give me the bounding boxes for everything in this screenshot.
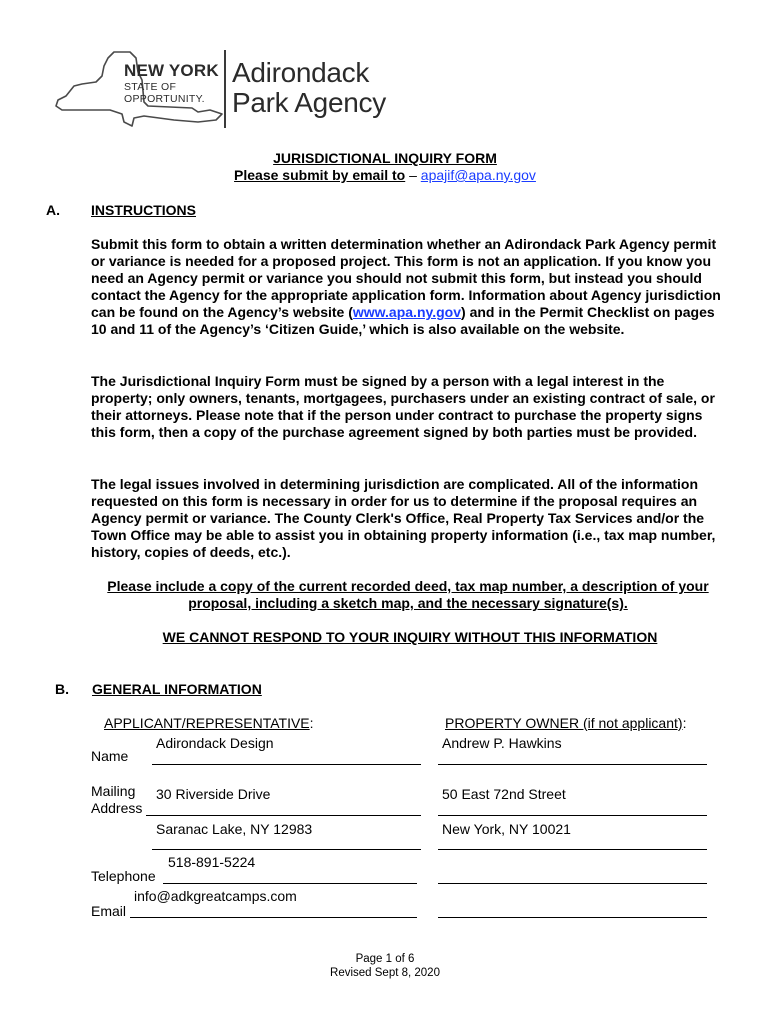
- applicant-address2-field[interactable]: [152, 849, 421, 850]
- page-number: Page 1 of 6: [355, 953, 415, 965]
- owner-address2-value: New York, NY 10021: [442, 821, 571, 837]
- applicant-email-field[interactable]: [130, 917, 417, 918]
- owner-column-heading: [445, 715, 686, 731]
- revision-date: Revised Sept 8, 2020: [330, 967, 440, 979]
- state-line2: STATE OF: [124, 81, 177, 93]
- page-footer: [0, 952, 770, 980]
- applicant-telephone-field[interactable]: [163, 883, 417, 884]
- email-label: Email: [91, 903, 127, 919]
- section-b-heading: GENERAL INFORMATION: [92, 681, 262, 697]
- logo-divider: [224, 50, 226, 128]
- owner-name-value: Andrew P. Hawkins: [442, 735, 562, 751]
- applicant-email-value: info@adkgreatcamps.com: [134, 888, 297, 904]
- state-line3: OPPORTUNITY.: [124, 92, 205, 105]
- form-title: JURISDICTIONAL INQUIRY FORM: [273, 150, 497, 166]
- agency-wordmark: [232, 58, 386, 118]
- applicant-address2-value: Saranac Lake, NY 12983: [156, 821, 313, 837]
- ny-state-wordmark: [124, 62, 219, 104]
- applicant-telephone-value: 518-891-5224: [168, 854, 256, 870]
- state-line1: NEW YORK: [124, 61, 219, 80]
- owner-email-field[interactable]: [438, 917, 707, 918]
- applicant-heading-text: APPLICANT/REPRESENTATIVE: [104, 715, 310, 731]
- owner-address1-value: 50 East 72nd Street: [442, 786, 566, 802]
- required-info-warning: WE CANNOT RESPOND TO YOUR INQUIRY WITHOUT THIS INFORMATION: [162, 629, 658, 645]
- section-b-letter: B.: [55, 681, 69, 697]
- section-a-heading: INSTRUCTIONS: [91, 202, 196, 218]
- mailing-label: Mailing: [91, 783, 136, 799]
- instructions-paragraph-2: The Jurisdictional Inquiry Form must be signed by a person with a legal interest in the property; only owners, tenants, mortgagees, purchasers under an existing contract of sale, or their attorneys. Please note that if the person under contract to purchase the property signs this form, then a copy of the purchase agreement signed by both parties must be provided.: [91, 373, 715, 440]
- owner-heading-colon: :: [682, 715, 687, 731]
- submit-email-link[interactable]: apajif@apa.ny.gov: [420, 167, 536, 183]
- website-link[interactable]: www.apa.ny.gov: [352, 304, 462, 320]
- submit-dash: –: [405, 167, 421, 183]
- applicant-address1-field[interactable]: [146, 815, 421, 816]
- owner-address2-field[interactable]: [438, 849, 707, 850]
- applicant-heading-colon: :: [309, 715, 314, 731]
- owner-telephone-field[interactable]: [438, 883, 707, 884]
- owner-heading-text: PROPERTY OWNER (if not applicant): [445, 715, 683, 731]
- attachments-notice: Please include a copy of the current recorded deed, tax map number, a description of your proposal, including a sketch map, and the necessary signature(s).: [107, 578, 709, 611]
- address-label: Address: [91, 800, 143, 816]
- telephone-label: Telephone: [91, 868, 156, 884]
- applicant-name-field[interactable]: [152, 764, 421, 765]
- applicant-address1-value: 30 Riverside Drive: [156, 786, 271, 802]
- instructions-paragraph-1: [91, 236, 727, 338]
- submit-label: Please submit by email to: [234, 167, 406, 183]
- para1-end: ) and in the Permit Checklist on pages 10 and 11 of the Agency’s ‘Citizen Guide,’ which is also available on the website.: [91, 304, 715, 337]
- name-label: Name: [91, 748, 129, 764]
- applicant-name-value: Adirondack Design: [156, 735, 274, 751]
- owner-address1-field[interactable]: [438, 815, 707, 816]
- para1-start: Submit this form to obtain a written determination whether an Adirondack Park Agency permit or variance is needed for a proposed project. This form is not an application. If you know you need an Agency permit or variance you should not submit this form, but instead you should contact the Agency for the appropriate application form. Information about Agency jurisdiction can be found on the Agency’s website (: [91, 236, 721, 320]
- agency-logo: [52, 48, 412, 132]
- owner-name-field[interactable]: [438, 764, 707, 765]
- section-a-letter: A.: [46, 202, 60, 218]
- submit-instruction: [0, 167, 770, 183]
- mailing-address-label: [91, 783, 142, 817]
- instructions-paragraph-3: The legal issues involved in determining jurisdiction are complicated. All of the information requested on this form is necessary in order for us to determine if the proposal requires an Agency permit or variance. The County Clerk's Office, Real Property Tax Services and/or the Town Office may be able to assist you in obtaining property information (i.e., tax map number, history, copies of deeds, etc.).: [91, 476, 716, 560]
- agency-line2: Park Agency: [232, 87, 386, 118]
- applicant-column-heading: [104, 715, 314, 731]
- agency-line1: Adirondack: [232, 57, 370, 88]
